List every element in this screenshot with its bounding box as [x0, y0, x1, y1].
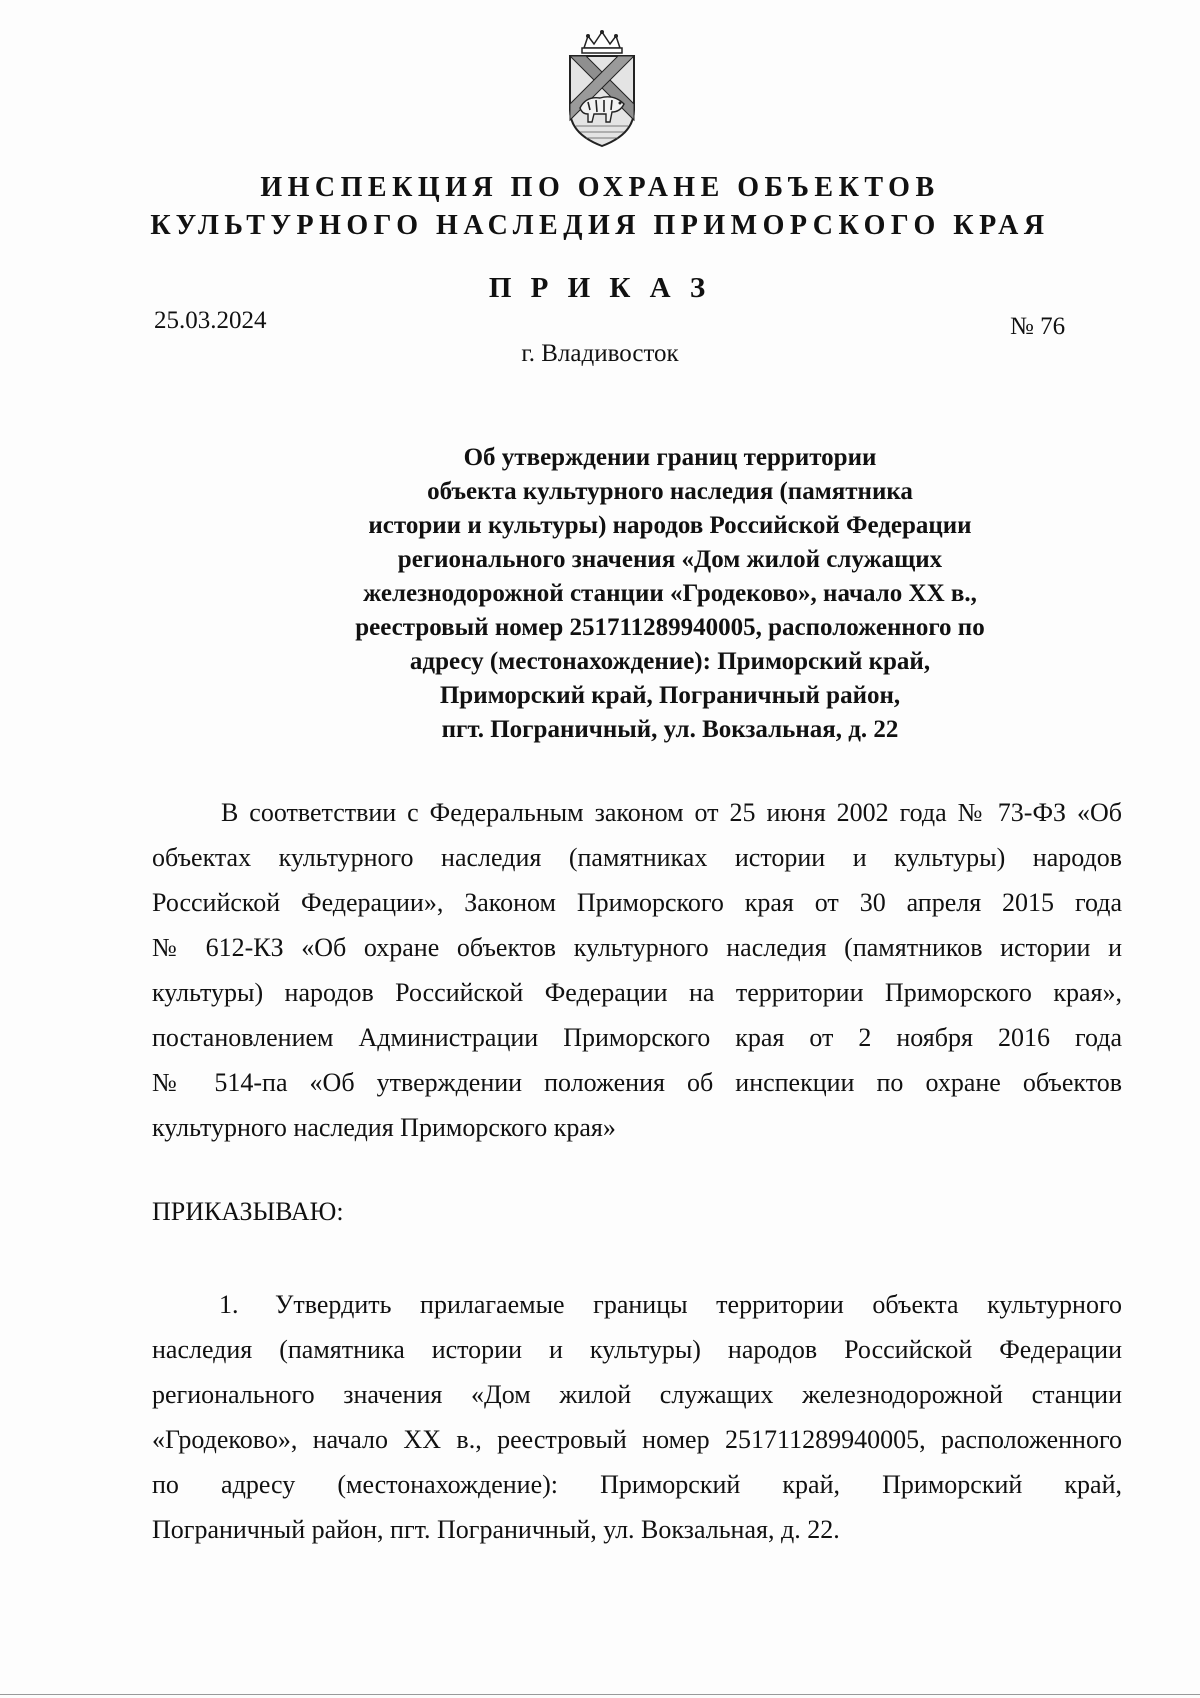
subject-line: Об утверждении границ территории	[463, 444, 877, 471]
document-date: 25.03.2024	[154, 307, 267, 334]
document-subject	[300, 441, 1040, 747]
coat-of-arms-icon	[566, 30, 638, 150]
document-city: г. Владивосток	[521, 340, 679, 367]
subject-line: адресу (местонахождение): Приморский край,	[409, 648, 931, 675]
document-type-title: П Р И К А З	[488, 272, 712, 304]
paragraph-line: культуры) народов Российской Федерации на территории Приморского края»,	[152, 978, 1122, 1007]
paragraph-line	[152, 1282, 1122, 1327]
document-number: № 76	[1010, 313, 1066, 340]
organization-name-line-2: КУЛЬТУРНОГО НАСЛЕДИЯ ПРИМОРСКОГО КРАЯ	[150, 210, 1050, 241]
order-directive: ПРИКАЗЫВАЮ:	[152, 1197, 344, 1226]
legal-basis-paragraph	[152, 790, 1122, 1150]
paragraph-line: № 612-КЗ «Об охране объектов культурного наследия (памятников истории и	[152, 933, 1122, 962]
item-number: 1.	[219, 1290, 239, 1319]
paragraph-line: В соответствии с Федеральным законом от 25 июня 2002 года № 73-ФЗ «Об	[221, 798, 1122, 827]
paragraph-line: культурного наследия Приморского края»	[152, 1113, 616, 1142]
paragraph-line: Российской Федерации», Законом Приморского края от 30 апреля 2015 года	[152, 888, 1122, 917]
subject-line: пгт. Пограничный, ул. Вокзальная, д. 22	[441, 716, 899, 743]
subject-line: реестровый номер 251711289940005, расположенного по	[355, 614, 985, 641]
paragraph-line: «Гродеково», начало XX в., реестровый номер 251711289940005, расположенного	[152, 1425, 1122, 1454]
subject-line: регионального значения «Дом жилой служащих	[397, 546, 943, 573]
organization-name-line-1: ИНСПЕКЦИЯ ПО ОХРАНЕ ОБЪЕКТОВ	[260, 172, 940, 203]
order-item-1	[152, 1282, 1122, 1552]
paragraph-line: объектах культурного наследия (памятниках истории и культуры) народов	[152, 843, 1122, 872]
item-text: Утвердить прилагаемые границы территории объекта культурного	[275, 1290, 1122, 1319]
subject-line: объекта культурного наследия (памятника	[427, 478, 913, 505]
subject-line: железнодорожной станции «Гродеково», начало XX в.,	[363, 580, 977, 607]
paragraph-line: наследия (памятника истории и культуры) народов Российской Федерации	[152, 1335, 1122, 1364]
paragraph-line: № 514-па «Об утверждении положения об инспекции по охране объектов	[152, 1068, 1122, 1097]
paragraph-line: регионального значения «Дом жилой служащих железнодорожной станции	[152, 1380, 1122, 1409]
subject-line: истории и культуры) народов Российской Федерации	[368, 512, 972, 539]
paragraph-line: постановлением Администрации Приморского края от 2 ноября 2016 года	[152, 1023, 1122, 1052]
paragraph-line: Пограничный район, пгт. Пограничный, ул. Вокзальная, д. 22.	[152, 1515, 840, 1544]
paragraph-line: по адресу (местонахождение): Приморский край, Приморский край,	[152, 1470, 1122, 1499]
subject-line: Приморский край, Пограничный район,	[439, 682, 901, 709]
page-bottom-rule	[0, 1694, 1200, 1695]
